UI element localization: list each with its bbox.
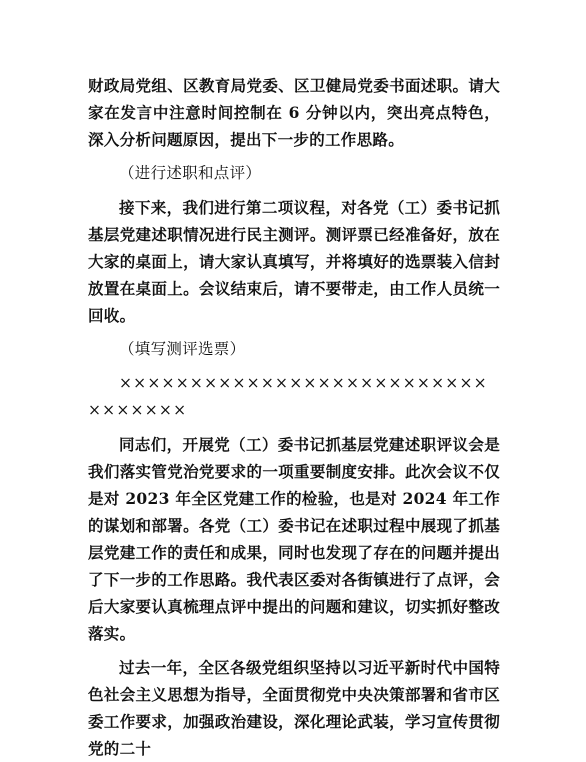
document-body [88, 72, 500, 762]
stage-note-ballot: （填写测评选票） [119, 340, 246, 358]
paragraph-meeting-significance: 同志们，开展党（工）委书记抓基层党建述职评议会是我们落实管党治党要求的一项重要制度安排。此次会议不仅是对 2023 年全区党建工作的检验，也是对 2024 年工作的谋划和部署。各党（工）委书记在述职过程中展现了抓基层党建工作的责任和成果，同时也发现了存在的问题并提出了下一步的工作思路。我代表区委对各街镇进行了点评，会后大家要认真梳理点评中提出的问题和建议，切实抓好整改落实。 [88, 435, 500, 643]
stage-note-reporting: （进行述职和点评） [119, 164, 262, 182]
paragraph-reporting-instructions: 财政局党组、区教育局党委、区卫健局党委书面述职。请大家在发言中注意时间控制在 6 分钟以内，突出亮点特色，深入分析问题原因，提出下一步的工作思路。 [88, 76, 500, 149]
redacted-placeholder-line: ××××××××××××××××××××××××××××××××× [88, 374, 488, 419]
paragraph-democratic-evaluation: 接下来，我们进行第二项议程，对各党（工）委书记抓基层党建述职情况进行民主测评。测评票已经准备好，放在大家的桌面上，请大家认真填写，并将填好的选票装入信封放置在桌面上。会议结束后，请不要带走，由工作人员统一回收。 [88, 198, 500, 325]
paragraph-past-year-review: 过去一年，全区各级党组织坚持以习近平新时代中国特色社会主义思想为指导，全面贯彻党中央决策部署和省市区委工作要求，加强政治建设，深化理论武装，学习宣传贯彻党的二十 [88, 658, 500, 758]
